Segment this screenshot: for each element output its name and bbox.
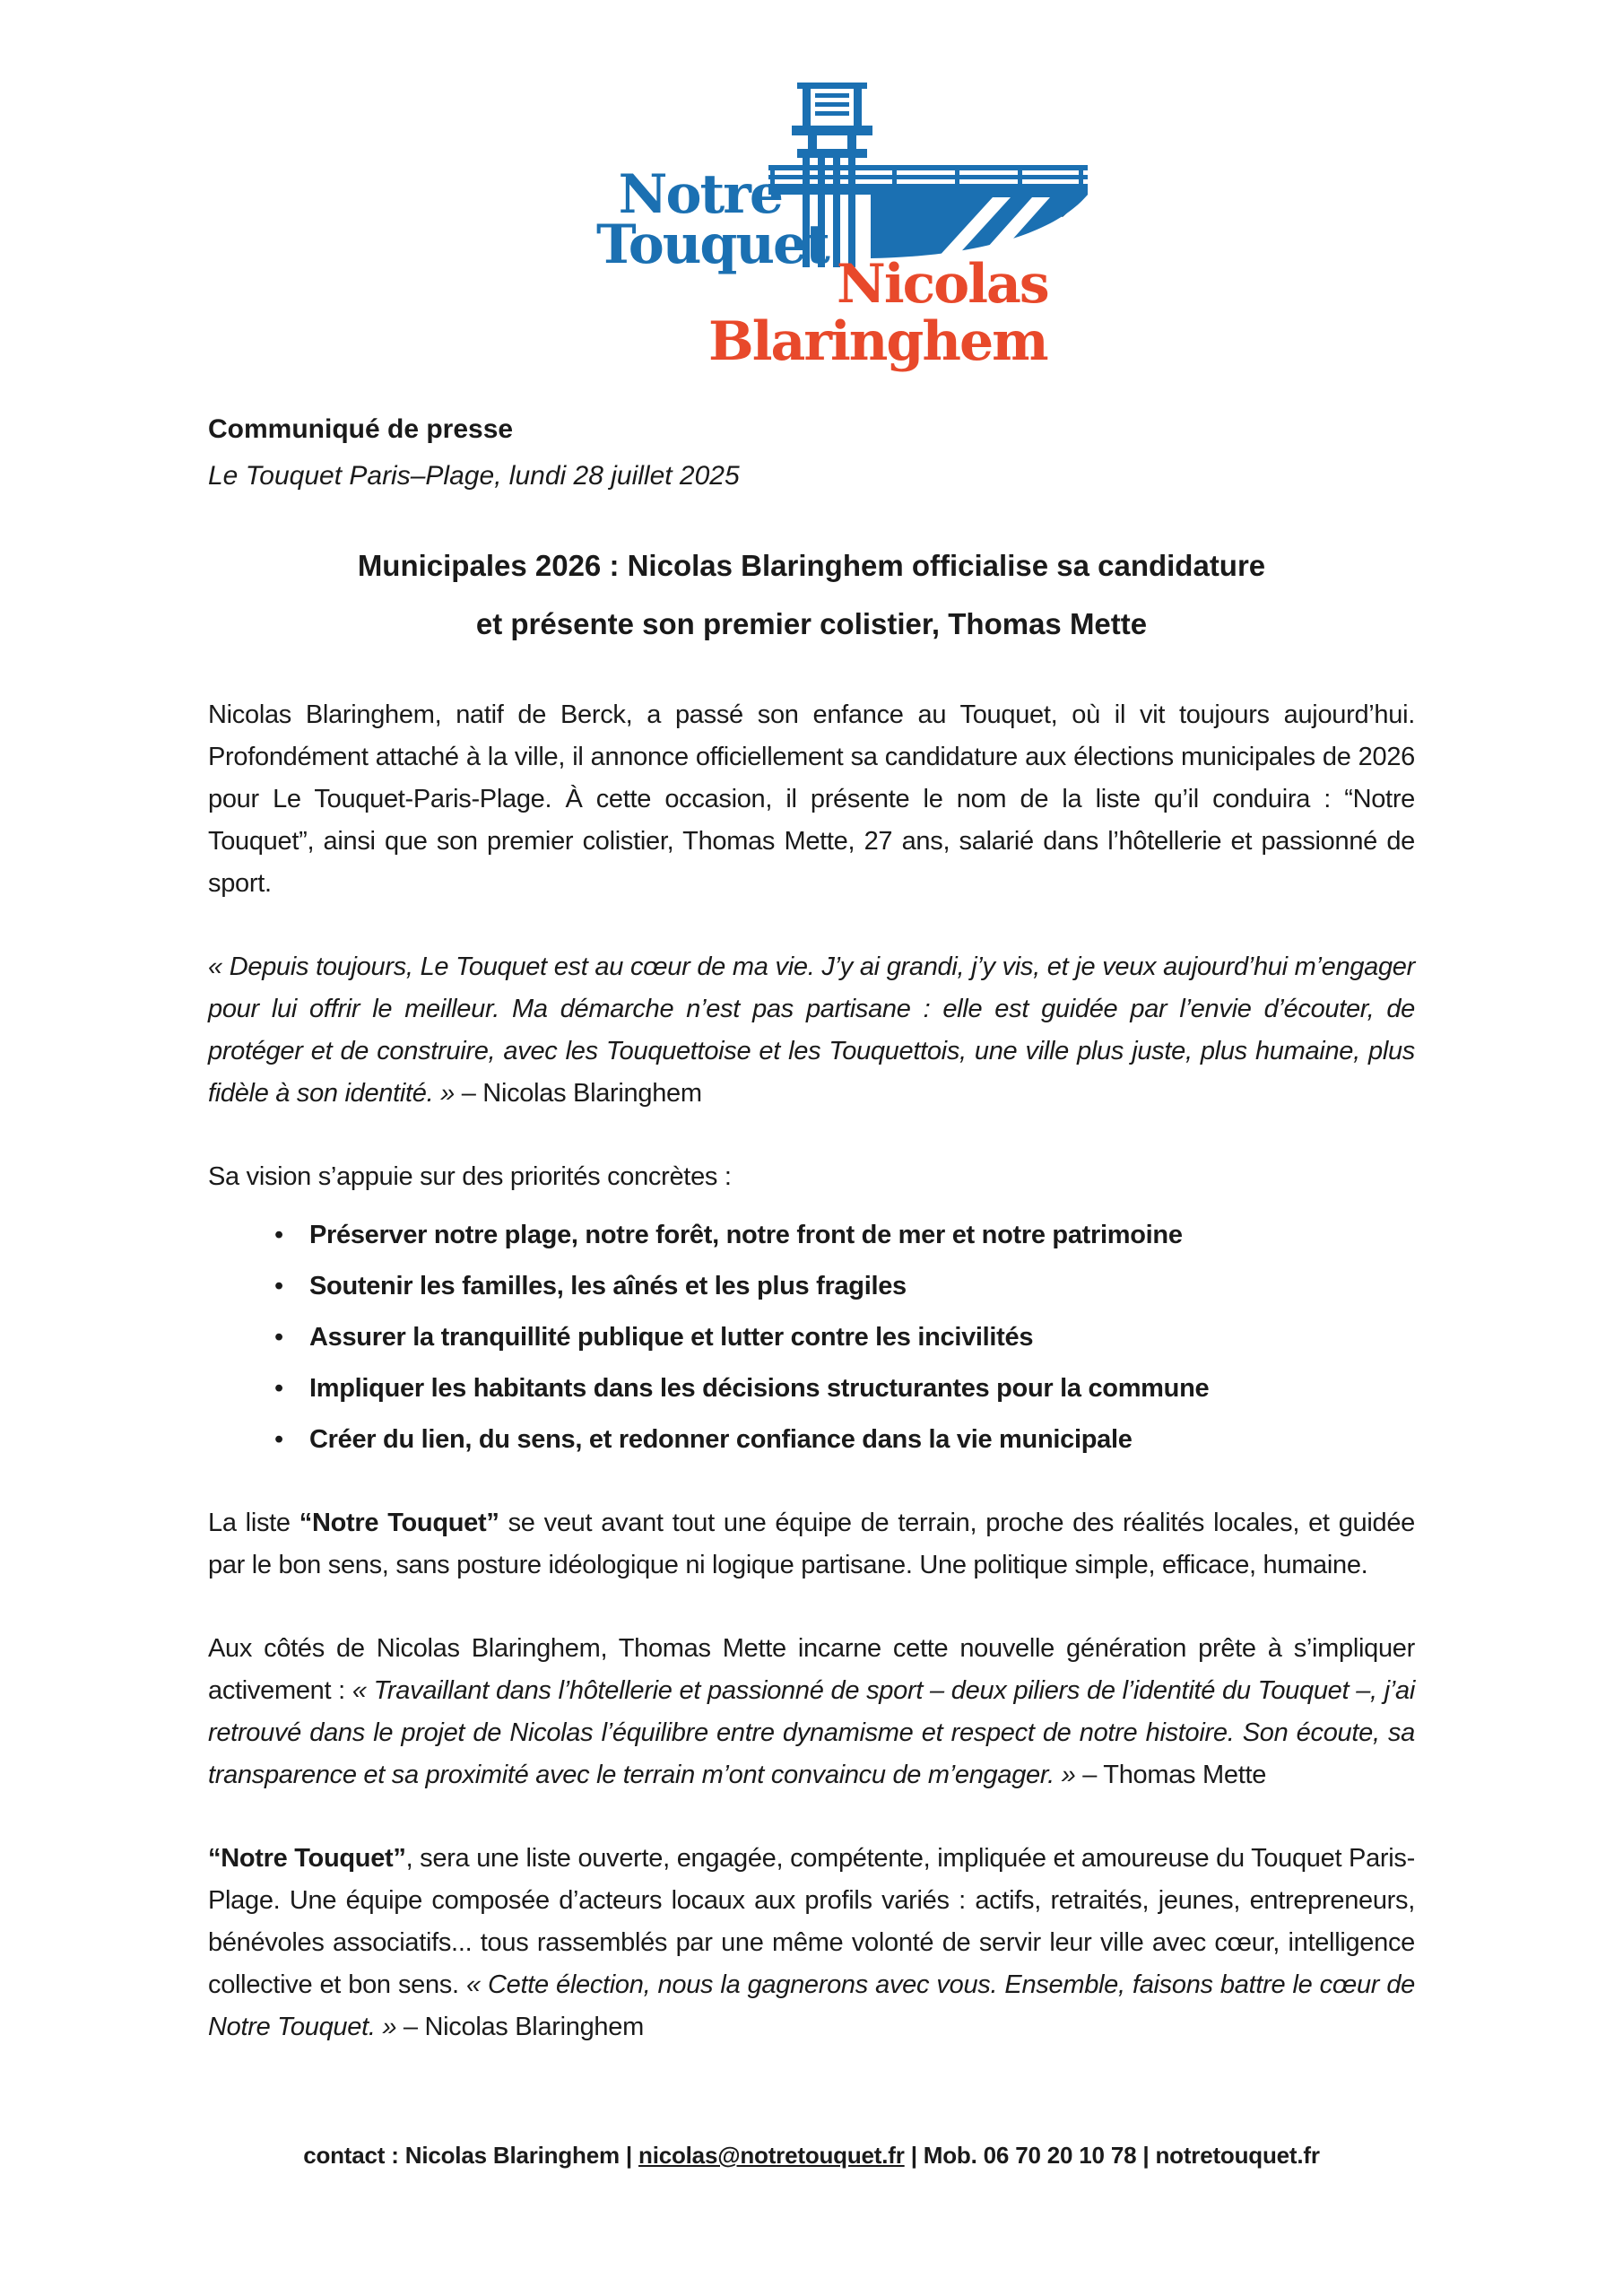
campaign-logo [525,49,1098,377]
intro-paragraph [208,694,1415,905]
blaringhem-quote-attribution: – Nicolas Blaringhem [454,1079,702,1108]
priorities-list [208,1214,1415,1461]
logo-brand-line1: Notre [618,163,782,226]
blaringhem-quote-text: « Depuis toujours, Le Touquet est au cœur de ma vie. J’y ai grandi, j’y vis, et je veux aujourd’hui m’engager pour lui offrir le meilleur. Ma démarche n’est pas partisane : elle est guidée par l’envie d’écouter, de protéger et de construire, avec les Touquettoise et les Touquettois, une ville plus juste, plus humaine, plus fidèle à son identité. » [208,952,1415,1108]
priorities-intro: Sa vision s’appuie sur des priorités concrètes : [208,1162,732,1191]
team-text-1: La liste [208,1509,299,1537]
dateline: Le Touquet Paris–Plage, lundi 28 juillet 2025 [208,461,740,491]
team-paragraph [208,1502,1415,1587]
document-title-line1: Municipales 2026 : Nicolas Blaringhem officialise sa candidature [357,549,1266,582]
closing-paragraph [208,1838,1415,2048]
priority-item: • Impliquer les habitants dans les décisions structurantes pour la commune [208,1368,1415,1410]
contact-footer [0,2142,1623,2170]
priority-item: • Soutenir les familles, les aînés et les plus fragiles [208,1265,1415,1308]
mette-text: Aux côtés de Nicolas Blaringhem, Thomas Mette incarne cette nouvelle génération prête à s’impliquer activement : [208,1634,1415,1705]
intro-text: Nicolas Blaringhem, natif de Berck, a passé son enfance au Touquet, où il vit toujours aujourd’hui. Profondément attaché à la ville, il annonce officiellement sa candidature aux élections municipales de 2026 pour Le Touquet-Paris-Plage. À cette occasion, il présente le nom de la liste qu’il conduira : “Notre Touquet”, ainsi que son premier colistier, Thomas Mette, 27 ans, salarié dans l’hôtellerie et passionné de sport. [208,700,1415,898]
blaringhem-quote-paragraph [208,946,1415,1115]
press-release-label: Communiqué de presse [208,414,514,444]
closing-list-name: “Notre Touquet” [208,1844,406,1873]
priority-item: • Assurer la tranquillité publique et lutter contre les incivilités [208,1317,1415,1359]
logo-candidate-line2: Blaringhem [708,310,1047,373]
team-list-name: “Notre Touquet” [299,1509,499,1537]
closing-text: , sera une liste ouverte, engagée, compétente, impliquée et amoureuse du Touquet Paris-Plage. Une équipe composée d’acteurs locaux aux profils variés : actifs, retraités, jeunes, entrepreneurs, bénévoles associatifs... tous rassemblés par une même volonté de servir leur ville avec cœur, intelligence collective et bon sens. [208,1844,1415,1999]
contact-prefix: contact : Nicolas Blaringhem | [303,2142,639,2169]
document-title-line2: et présente son premier colistier, Thomas Mette [475,607,1148,640]
priority-item: • Préserver notre plage, notre forêt, notre front de mer et notre patrimoine [208,1214,1415,1257]
mette-quote-attribution: – Thomas Mette [1075,1761,1267,1789]
contact-suffix: | Mob. 06 70 20 10 78 | notretouquet.fr [904,2142,1320,2169]
team-text-2: se veut avant tout une équipe de terrain, proche des réalités locales, et guidée par le bon sens, sans posture idéologique ni logique partisane. Une politique simple, efficace, humaine. [208,1509,1415,1579]
document-title [208,536,1415,653]
logo-brand-line2: Touquet [596,213,829,276]
mette-quote-text: « Travaillant dans l’hôtellerie et passionné de sport – deux piliers de l’identité du Touquet –, j’ai retrouvé dans le projet de Nicolas l’équilibre entre dynamisme et respect de notre histoire. Son écoute, sa transparence et sa proximité avec le terrain m’ont convaincu de m’engager. » [208,1676,1415,1789]
contact-email-link[interactable]: nicolas@notretouquet.fr [638,2142,905,2169]
logo-candidate-line1: Nicolas [837,253,1048,316]
closing-quote-attribution: – Nicolas Blaringhem [396,2013,644,2041]
closing-quote-text: « Cette élection, nous la gagnerons avec vous. Ensemble, faisons battre le cœur de Notre Touquet. » [208,1970,1415,2041]
priority-item: • Créer du lien, du sens, et redonner confiance dans la vie municipale [208,1419,1415,1461]
mette-paragraph [208,1628,1415,1796]
document-body [208,413,1415,2074]
